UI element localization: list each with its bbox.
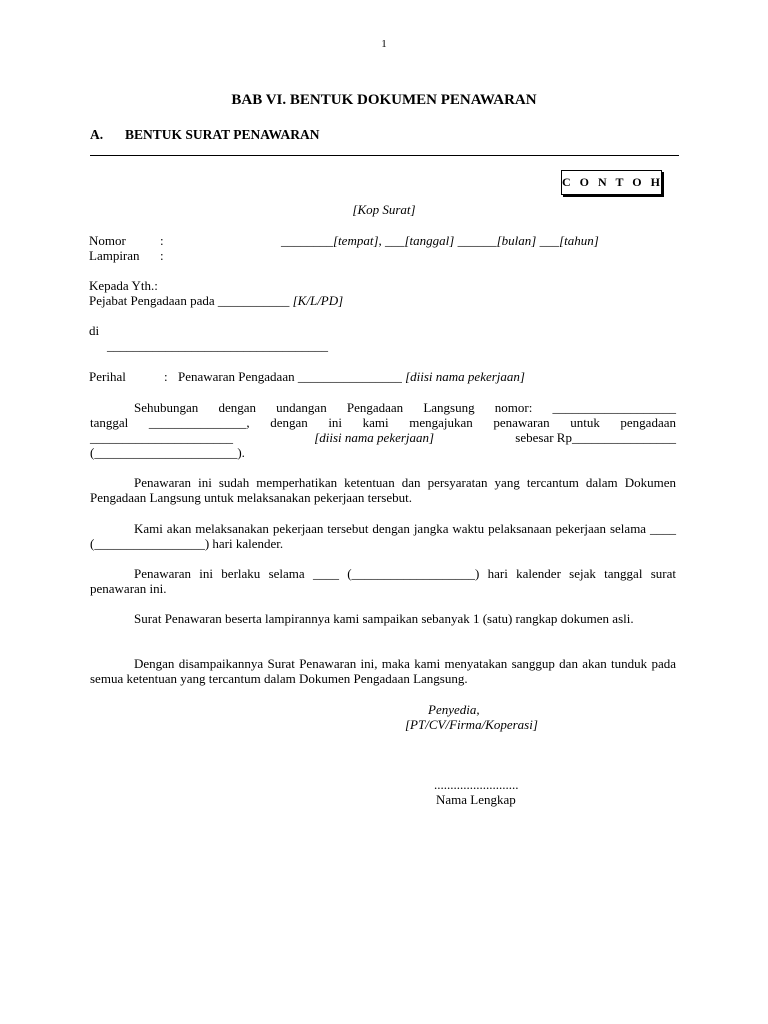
- page-number: 1: [381, 38, 387, 50]
- recipient-address-blank: __________________________________: [107, 338, 328, 353]
- nomor-label: Nomor: [89, 233, 126, 248]
- perihal-colon: :: [164, 369, 168, 384]
- section-divider: [90, 155, 679, 156]
- perihal-label: Perihal: [89, 369, 126, 384]
- paragraph-6: Dengan disampaikannya Surat Penawaran ini, maka kami menyatakan sanggup dan akan tunduk pada semua ketentuan yang tercantum dalam Dokumen Pengadaan Langsung.: [90, 656, 676, 686]
- paragraph-1-line-1: Sehubungan dengan undangan Pengadaan Langsung nomor: ___________________: [134, 400, 676, 415]
- nomor-colon: :: [160, 233, 164, 248]
- paragraph-4: Penawaran ini berlaku selama ____ (___________________) hari kalender sejak tanggal surat penawaran ini.: [90, 566, 676, 596]
- recipient-line: [89, 293, 343, 308]
- paragraph-1-hint: [diisi nama pekerjaan]: [314, 430, 435, 445]
- perihal-text: [178, 369, 525, 384]
- paragraph-3: Kami akan melaksanakan pekerjaan tersebut dengan jangka waktu pelaksanaan pekerjaan selama ____ (_________________) hari kalender.: [90, 521, 676, 551]
- recipient-salutation: Kepada Yth.:: [89, 278, 158, 293]
- kop-surat: [Kop Surat]: [352, 202, 416, 217]
- recipient-suffix: [K/L/PD]: [292, 293, 344, 308]
- section-letter: A.: [90, 127, 104, 142]
- lampiran-label: Lampiran: [89, 248, 140, 263]
- closing-penyedia: Penyedia,: [428, 702, 480, 717]
- paragraph-1-line-3: [90, 430, 676, 445]
- paragraph-2: Penawaran ini sudah memperhatikan ketentuan dan persyaratan yang tercantum dalam Dokumen Pengadaan Langsung untuk melaksanakan pekerjaan tersebut.: [90, 475, 676, 505]
- date-line: ________[tempat], ___[tanggal] ______[bulan] ___[tahun]: [281, 233, 599, 248]
- section-title: BENTUK SURAT PENAWARAN: [125, 127, 320, 142]
- signature-dots: ..........................: [434, 777, 519, 792]
- perihal-subject-hint: [diisi nama pekerjaan]: [405, 369, 525, 384]
- paragraph-1-line-4: (______________________).: [90, 445, 245, 460]
- paragraph-1-blank: ______________________: [90, 430, 233, 445]
- paragraph-1-amount: sebesar Rp________________: [515, 430, 676, 445]
- perihal-subject: Penawaran Pengadaan ________________: [178, 369, 402, 384]
- closing-company: [PT/CV/Firma/Koperasi]: [405, 717, 538, 732]
- signature-name: Nama Lengkap: [436, 792, 516, 807]
- contoh-badge: C O N T O H: [561, 170, 662, 195]
- paragraph-1-line-2: tanggal _______________, dengan ini kami mengajukan penawaran untuk pengadaan: [90, 415, 676, 430]
- recipient-di: di: [89, 323, 100, 338]
- recipient-prefix: Pejabat Pengadaan pada ___________: [89, 293, 290, 308]
- paragraph-5: Surat Penawaran beserta lampirannya kami sampaikan sebanyak 1 (satu) rangkap dokumen asli.: [134, 611, 634, 626]
- chapter-title: BAB VI. BENTUK DOKUMEN PENAWARAN: [231, 92, 537, 108]
- lampiran-colon: :: [160, 248, 164, 263]
